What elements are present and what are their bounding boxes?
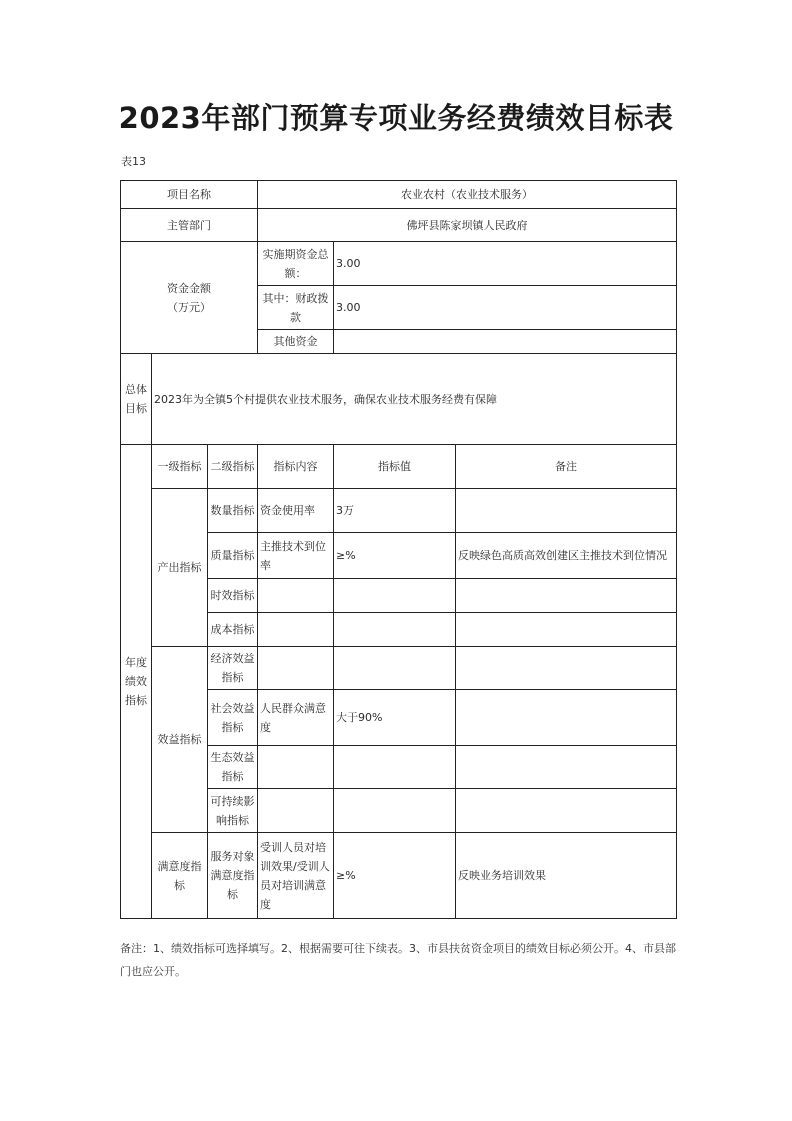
header-remark: 备注 (456, 445, 677, 489)
row-content: 主推技术到位率 (258, 533, 334, 579)
row-content: 受训人员对培训效果/受训人员对培训满意度 (258, 833, 334, 919)
row-remark (456, 746, 677, 789)
goal-text: 2023年为全镇5个村提供农业技术服务，确保农业技术服务经费有保障 (152, 354, 677, 445)
funds-total-value: 3.00 (334, 242, 677, 286)
funds-label-line2: （万元） (167, 300, 211, 314)
row-value (334, 579, 456, 613)
funds-total-row (121, 242, 677, 286)
row-l2: 生态效益指标 (208, 746, 258, 789)
row-content (258, 647, 334, 690)
row-value: ≥% (334, 833, 456, 919)
row-value (334, 746, 456, 789)
row-l2: 服务对象满意度指标 (208, 833, 258, 919)
row-l2: 社会效益指标 (208, 690, 258, 746)
funds-other-value (334, 330, 677, 354)
row-remark (456, 647, 677, 690)
dept-value: 佛坪县陈家坝镇人民政府 (258, 209, 677, 242)
annual-label: 年度绩效指标 (121, 445, 152, 919)
row-l2: 可持续影响指标 (208, 789, 258, 833)
row-value: ≥% (334, 533, 456, 579)
row-remark (456, 690, 677, 746)
row-content (258, 789, 334, 833)
goal-row (121, 354, 677, 445)
project-label: 项目名称 (121, 181, 258, 209)
header-content: 指标内容 (258, 445, 334, 489)
funds-label (121, 242, 258, 354)
project-value: 农业农村（农业技术服务） (258, 181, 677, 209)
header-value: 指标值 (334, 445, 456, 489)
dept-label: 主管部门 (121, 209, 258, 242)
page-title: 2023年部门预算专项业务经费绩效目标表 (118, 101, 674, 135)
table-number: 表13 (121, 155, 146, 168)
output-label: 产出指标 (152, 489, 208, 647)
row-content (258, 746, 334, 789)
row-remark (456, 579, 677, 613)
row-value (334, 613, 456, 647)
funds-total-label: 实施期资金总额： (258, 242, 334, 286)
dept-row (121, 209, 677, 242)
funds-fiscal-value: 3.00 (334, 286, 677, 330)
goal-label: 总体目标 (121, 354, 152, 445)
row-remark (456, 613, 677, 647)
project-row (121, 181, 677, 209)
header-row (121, 445, 677, 489)
row-value: 大于90% (334, 690, 456, 746)
row-l2: 经济效益指标 (208, 647, 258, 690)
row-content: 资金使用率 (258, 489, 334, 533)
performance-table (120, 180, 677, 919)
header-l2: 二级指标 (208, 445, 258, 489)
funds-fiscal-label: 其中：财政拨款 (258, 286, 334, 330)
row-value: 3万 (334, 489, 456, 533)
row-l2: 成本指标 (208, 613, 258, 647)
benefit-label: 效益指标 (152, 647, 208, 833)
row-l2: 数量指标 (208, 489, 258, 533)
table-row (121, 489, 677, 533)
row-remark: 反映绿色高质高效创建区主推技术到位情况 (456, 533, 677, 579)
table-row (121, 647, 677, 690)
table-row (121, 833, 677, 919)
row-value (334, 789, 456, 833)
funds-other-label: 其他资金 (258, 330, 334, 354)
satisfaction-label: 满意度指标 (152, 833, 208, 919)
row-remark: 反映业务培训效果 (456, 833, 677, 919)
row-content (258, 579, 334, 613)
row-l2: 质量指标 (208, 533, 258, 579)
row-value (334, 647, 456, 690)
row-content: 人民群众满意度 (258, 690, 334, 746)
row-content (258, 613, 334, 647)
row-l2: 时效指标 (208, 579, 258, 613)
funds-label-line1: 资金金额 (167, 281, 211, 295)
row-remark (456, 789, 677, 833)
header-l1: 一级指标 (152, 445, 208, 489)
row-remark (456, 489, 677, 533)
footnote: 备注：1、绩效指标可选择填写。2、根据需要可往下续表。3、市县扶贫资金项目的绩效目标必须公开。4、市县部门也应公开。 (120, 942, 676, 978)
